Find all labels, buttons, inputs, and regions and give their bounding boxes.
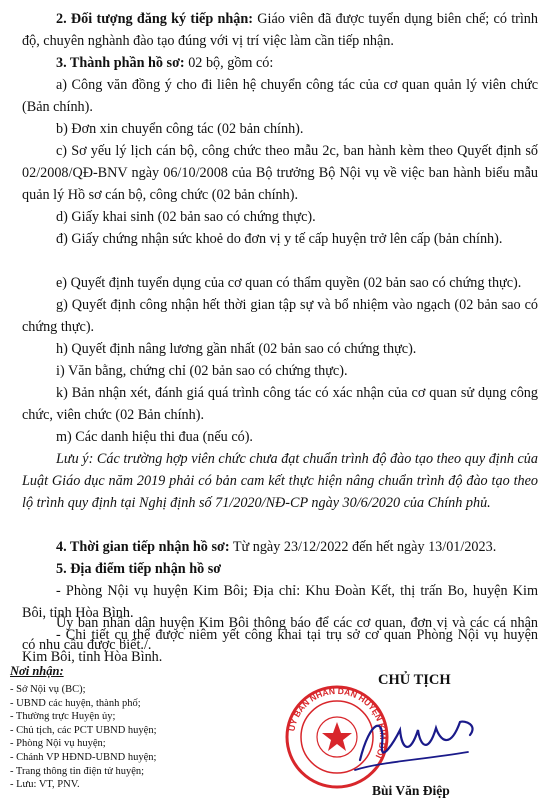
recipient-item: - UBND các huyện, thành phố;	[10, 697, 141, 709]
section-5-posting: - Chi tiết cụ thể được niêm yết công khai tại trụ sở cơ quan Phòng Nội vụ huyện Kim Bôi, tỉnh Hòa Bình.	[22, 627, 538, 665]
note-paragraph: Lưu ý: Các trường hợp viên chức chưa đạt chuẩn trình độ đào tạo theo quy định của Luật Giáo dục năm 2019 phải có bản cam kết thực hiện nâng chuẩn trình độ đào tạo theo lộ trình quy định tại Nghị định số 71/2020/NĐ-CP ngày 30/6/2020 của Chính phủ.	[22, 451, 538, 511]
recipients-list	[10, 683, 157, 792]
recipient-item: - Phòng Nội vụ huyện;	[10, 738, 106, 750]
item-a: a) Công văn đồng ý cho đi liên hệ chuyển công tác của cơ quan quản lý viên chức (Bản chính).	[22, 77, 538, 115]
recipient-item: - Chánh VP HĐND-UBND huyện;	[10, 751, 157, 763]
section-4-text: Từ ngày 23/12/2022 đến hết ngày 13/01/2023.	[229, 539, 497, 555]
section-2-text: Giáo viên đã được tuyển dụng biên chế; có trình độ, chuyên nghành đào tạo đúng với vị trí việc làm cần tiếp nhận.	[22, 11, 538, 49]
signer-title: CHỦ TỊCH	[378, 672, 451, 688]
seal-text: UỶ BAN NHÂN DÂN HUYỆN KIM BÔI	[286, 685, 389, 760]
section-5-heading: 5. Địa điểm tiếp nhận hồ sơ	[56, 561, 222, 577]
signer-name: Bùi Văn Điệp	[372, 783, 450, 798]
section-5-address: - Phòng Nội vụ huyện Kim Bôi; Địa chỉ: Khu Đoàn Kết, thị trấn Bo, huyện Kim Bôi, tỉnh Hòa Bình.	[22, 583, 538, 621]
item-e: e) Quyết định tuyển dụng của cơ quan có thẩm quyền (02 bản sao có chứng thực).	[56, 275, 522, 291]
item-g: g) Quyết định công nhận hết thời gian tập sự và bổ nhiệm vào ngạch (02 bản sao có chứng thực).	[22, 297, 538, 335]
item-d: d) Giấy khai sinh (02 bản sao có chứng thực).	[56, 209, 316, 225]
recipient-item: - Trang thông tin điện tử huyện;	[10, 765, 145, 777]
section-2-heading: 2. Đối tượng đăng ký tiếp nhận:	[56, 11, 254, 27]
recipient-item: - Chủ tịch, các PCT UBND huyện;	[10, 724, 157, 736]
item-k: k) Bản nhận xét, đánh giá quá trình công tác có xác nhận của cơ quan sử dụng công chức, viên chức (02 Bản chính).	[22, 385, 538, 423]
recipient-item: - Sở Nội vụ (BC);	[10, 684, 86, 695]
section-2-paragraph	[22, 8, 538, 52]
section-4-paragraph	[22, 536, 538, 558]
section-3-text: 02 bộ, gồm có:	[184, 55, 274, 71]
section-3-paragraph	[22, 52, 538, 74]
item-i: i) Văn bằng, chứng chỉ (02 bản sao có chứng thực).	[56, 363, 348, 379]
recipient-item: - Thường trực Huyện ủy;	[10, 711, 116, 723]
item-m: m) Các danh hiệu thi đua (nếu có).	[56, 429, 253, 445]
recipient-item: - Lưu: VT, PNV.	[10, 779, 80, 791]
item-c: c) Sơ yếu lý lịch cán bộ, công chức theo mẫu 2c, ban hành kèm theo Quyết định số 02/2008/QĐ-BNV ngày 06/10/2008 của Bộ trưởng Bộ Nội vụ về việc ban hành biểu mẫu quản lý Hồ sơ cán bộ, công chức (02 bản chính).	[22, 143, 538, 203]
closing-paragraph: Ủy ban nhân dân huyện Kim Bôi thông báo để các cơ quan, đơn vị và các cá nhân có nhu cầu được biết./.	[22, 615, 538, 653]
section-3-heading: 3. Thành phần hồ sơ:	[56, 55, 185, 71]
section-4-heading: 4. Thời gian tiếp nhận hồ sơ:	[56, 539, 230, 555]
item-h: h) Quyết định nâng lương gần nhất (02 bản sao có chứng thực).	[56, 341, 417, 357]
recipients-title: Nơi nhận:	[10, 664, 64, 678]
item-b: b) Đơn xin chuyển công tác (02 bản chính).	[56, 121, 304, 137]
handwritten-signature	[340, 700, 490, 780]
item-dd: đ) Giấy chứng nhận sức khoẻ do đơn vị y tế cấp huyện trở lên cấp (bản chính).	[56, 231, 503, 247]
